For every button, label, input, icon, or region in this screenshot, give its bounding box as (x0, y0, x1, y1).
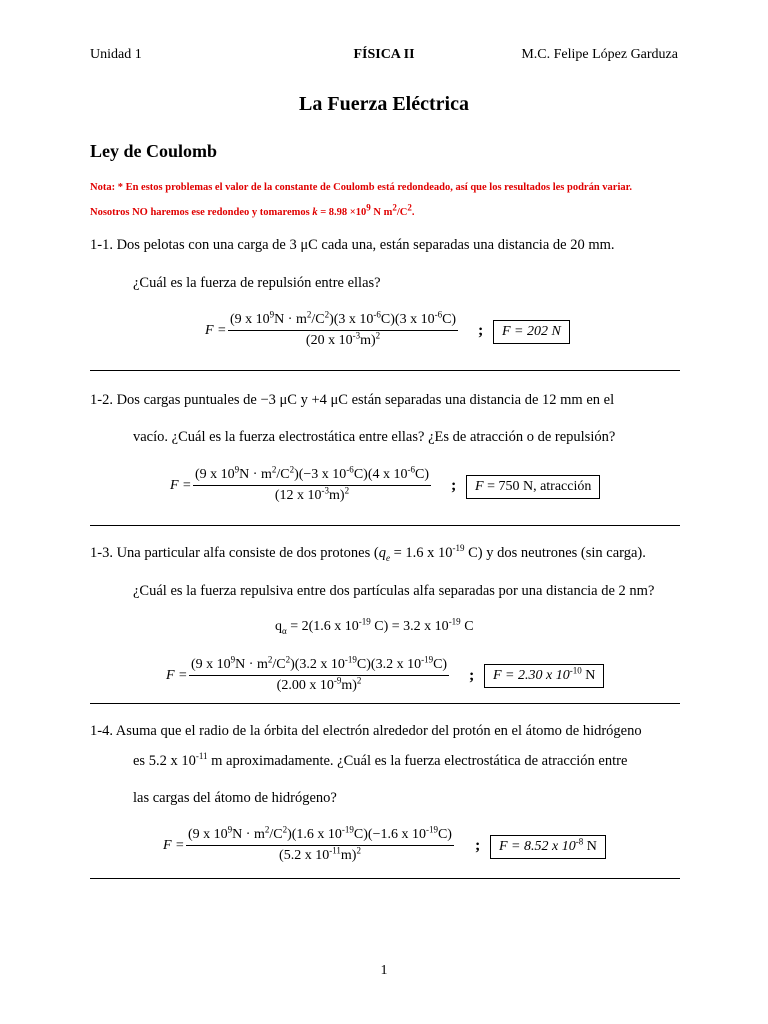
answer-box: F = 2.30 x $10^{-10}$ N (484, 664, 604, 688)
semicolon: ; (475, 837, 481, 854)
answer-box: F = 8.52 x $10^{-8}$ N (490, 835, 606, 859)
fraction-numerator: (9 x $10^9N \cdot m^2/C^2)(3$ x $10^{-6}C)(3$ x $10^{-6}C$) (228, 312, 458, 331)
equation-fraction (193, 464, 431, 504)
problem-1-3-text: 1-3. Una particular alfa consiste de dos protones ($q_e = 1.6$ x $10^{-19}$ C) y dos neutrones (sin carga). (90, 543, 646, 563)
equation-lhs: F = (163, 838, 185, 853)
page-title: La Fuerza Eléctrica (299, 93, 469, 115)
note-line-2: Nosotros NO haremos ese redondeo y tomaremos $k = 8.98 \times 10^9$ N $m^2/C^2$. (90, 202, 415, 218)
equation-lhs: F = (205, 323, 227, 338)
header-left: Unidad 1 (90, 47, 142, 62)
problem-1-1-text: 1-1. Dos pelotas con una carga de 3 μC cada una, están separadas una distancia de 20 mm. (90, 237, 615, 253)
problem-1-1-question: ¿Cuál es la fuerza de repulsión entre ellas? (133, 275, 381, 291)
header-right: M.C. Felipe López Garduza (521, 47, 678, 62)
fraction-denominator: (12 x $10^{-3}m)^2$ (274, 485, 350, 503)
fraction-numerator: (9 x $10^9N \cdot m^2/C^2)(-3$ x $10^{-6}C)(4$ x $10^{-6}C$) (193, 467, 431, 486)
equation-fraction (189, 654, 449, 694)
divider (90, 878, 680, 879)
alpha-charge: $q_\alpha = 2(1.6$ x $10^{-19}$ C) = 3.2 x $10^{-19}$ C (275, 616, 474, 636)
problem-1-4-text-2: es 5.2 x $10^{-11}$ m aproximadamente. ¿Cuál es la fuerza electrostática de atracción entre (133, 751, 628, 769)
problem-1-4-question: las cargas del átomo de hidrógeno? (133, 790, 337, 806)
fraction-denominator: (5.2 x $10^{-11}m)^2$ (279, 845, 361, 863)
equation-fraction (228, 309, 458, 349)
equation-fraction (186, 824, 454, 864)
problem-1-2-text: 1-2. Dos cargas puntuales de −3 μC y +4 μC están separadas una distancia de 12 mm en el (90, 392, 615, 408)
note-line-1: Nota: * En estos problemas el valor de la constante de Coulomb está redondeado, así que los resultados les podrán variar. (90, 182, 632, 193)
section-title: Ley de Coulomb (90, 141, 218, 161)
divider (90, 525, 680, 526)
divider (90, 703, 680, 704)
header-center: FÍSICA II (353, 47, 415, 62)
equation-lhs: F = (170, 478, 192, 493)
page-number: 1 (380, 963, 388, 978)
problem-1-4-text: 1-4. Asuma que el radio de la órbita del electrón alrededor del protón en el átomo de hidrógeno (90, 723, 642, 739)
problem-1-2-question: vacío. ¿Cuál es la fuerza electrostática entre ellas? ¿Es de atracción o de repulsión? (133, 429, 616, 445)
equation-lhs: F = (166, 668, 188, 683)
semicolon: ; (469, 667, 475, 684)
fraction-denominator: (2.00 x $10^{-9}m)^2$ (276, 675, 362, 693)
fraction-denominator: (20 x $10^{-3}m)^2$ (305, 330, 381, 348)
answer-box: F = 750 N, atracción (466, 475, 600, 499)
divider (90, 370, 680, 371)
fraction-numerator: (9 x $10^9N \cdot m^2/C^2)(3.2$ x $10^{-19}C)(3.2$ x $10^{-19}C$) (189, 657, 449, 676)
answer-box: F = 202 N (493, 320, 570, 344)
problem-1-3-question: ¿Cuál es la fuerza repulsiva entre dos partículas alfa separadas por una distancia de 2 nm? (133, 583, 655, 599)
fraction-numerator: (9 x $10^9N \cdot m^2/C^2)(1.6$ x $10^{-19}C)(-1.6$ x $10^{-19}C$) (186, 827, 454, 846)
semicolon: ; (478, 322, 484, 339)
semicolon: ; (451, 477, 457, 494)
